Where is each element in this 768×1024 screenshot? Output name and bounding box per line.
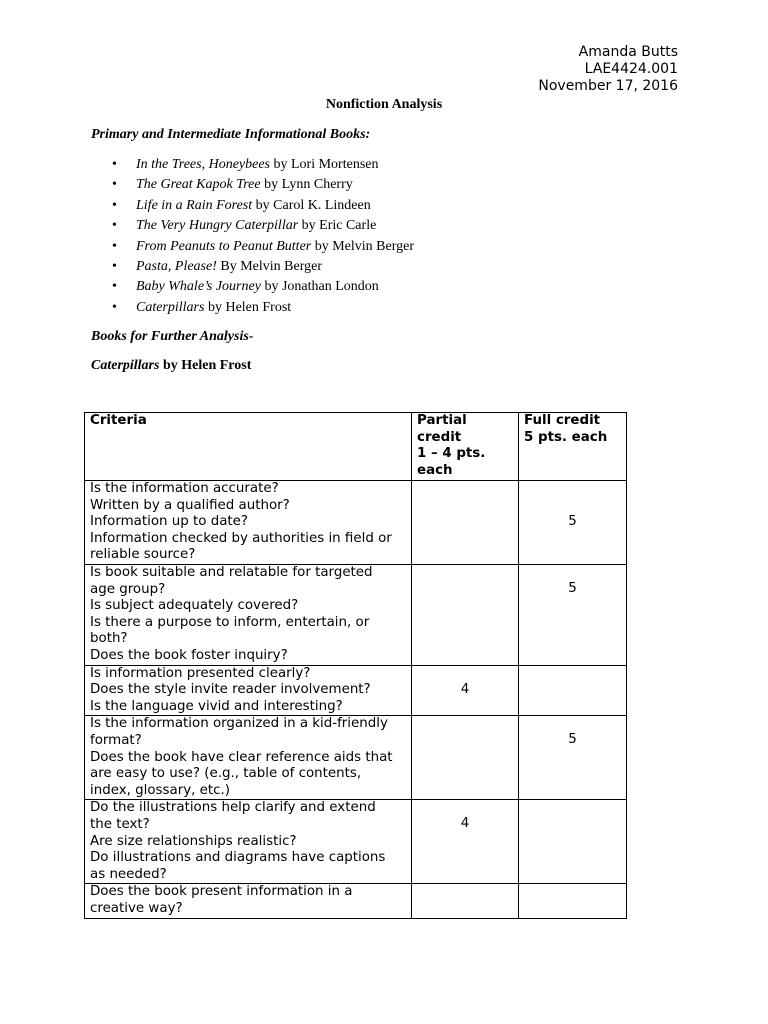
bullet-icon: • [112, 157, 117, 172]
table-row [85, 565, 627, 666]
criteria-line: as needed? [90, 866, 167, 882]
book-author: by Lynn Cherry [260, 177, 353, 193]
book-author: by Helen Frost [204, 299, 292, 315]
partial-score-cell: 4 [412, 800, 519, 884]
section-heading: Primary and Intermediate Informational Books: [91, 127, 371, 142]
criteria-line: Is book suitable and relatable for targeted [90, 565, 373, 580]
criteria-line: Does the book present information in a [90, 884, 353, 900]
book-title: Caterpillars [136, 299, 205, 315]
criteria-line: are easy to use? (e.g., table of contents, [90, 766, 362, 782]
criteria-line: Do illustrations and diagrams have captions [90, 850, 386, 866]
book-title: Life in a Rain Forest [136, 197, 253, 213]
criteria-line: Is information presented clearly? [90, 665, 311, 681]
book-author: by Carol K. Lindeen [252, 197, 371, 213]
rubric-table [84, 412, 627, 919]
table-row [85, 665, 627, 716]
header-full [519, 413, 627, 481]
table-row [85, 481, 627, 565]
bullet-icon: • [112, 197, 117, 213]
header-partial-line: credit [417, 429, 462, 445]
header-block [538, 44, 678, 95]
header-full-line: Full credit [524, 413, 601, 428]
list-item [112, 277, 414, 297]
bullet-icon: • [112, 218, 117, 234]
bullet-icon: • [112, 238, 117, 254]
header-criteria-label: Criteria [90, 413, 147, 428]
partial-score-cell [412, 481, 519, 565]
book-list [112, 155, 414, 318]
criteria-line: Are size relationships realistic? [90, 833, 297, 849]
criteria-line: Is subject adequately covered? [90, 598, 299, 614]
criteria-cell [85, 665, 412, 716]
criteria-cell [85, 716, 412, 800]
criteria-line: format? [90, 732, 142, 748]
criteria-line: Is there a purpose to inform, entertain, or [90, 614, 370, 630]
criteria-line: creative way? [90, 900, 183, 916]
criteria-line: both? [90, 631, 128, 647]
criteria-line: Information up to date? [90, 514, 249, 530]
list-item [112, 298, 414, 318]
list-item [112, 216, 414, 236]
criteria-line: Is the information accurate? [90, 481, 279, 496]
criteria-line: Written by a qualified author? [90, 497, 290, 513]
book-title: Pasta, Please! [136, 258, 217, 274]
criteria-cell [85, 800, 412, 884]
full-score-cell [519, 884, 627, 918]
book-title: In the Trees, Honeybees [136, 157, 270, 172]
list-item [112, 196, 414, 216]
analysis-book-heading [91, 358, 251, 374]
header-partial-line: Partial [417, 413, 467, 428]
book-title: From Peanuts to Peanut Butter [136, 238, 312, 254]
bullet-icon: • [112, 258, 117, 274]
full-score-cell [519, 800, 627, 884]
analysis-book-title: Caterpillars [91, 358, 160, 373]
partial-score-cell: 4 [412, 665, 519, 716]
criteria-line: Does the book foster inquiry? [90, 647, 288, 663]
book-title: The Great Kapok Tree [136, 177, 261, 193]
list-item [112, 175, 414, 195]
analysis-book-author: by Helen Frost [159, 358, 252, 373]
book-author: by Melvin Berger [311, 238, 415, 254]
full-score-cell: 5 [519, 565, 627, 666]
book-author: by Lori Mortensen [270, 157, 379, 172]
header-criteria [85, 413, 412, 481]
list-item [112, 237, 414, 257]
criteria-cell [85, 565, 412, 666]
document-date: November 17, 2016 [538, 78, 678, 94]
document-title: Nonfiction Analysis [325, 97, 443, 112]
bullet-icon: • [112, 279, 117, 295]
header-partial [412, 413, 519, 481]
criteria-line: Information checked by authorities in field or [90, 530, 392, 546]
full-score-cell: 5 [519, 716, 627, 800]
bullet-icon: • [112, 177, 117, 193]
course-code: LAE4424.001 [584, 61, 678, 77]
criteria-line: Do the illustrations help clarify and extend [90, 800, 376, 816]
book-title: The Very Hungry Caterpillar [136, 218, 299, 234]
header-full-line: 5 pts. each [524, 429, 608, 445]
further-analysis-heading: Books for Further Analysis- [91, 329, 254, 344]
table-row [85, 884, 627, 918]
table-row [85, 800, 627, 884]
criteria-line: Does the book have clear reference aids that [90, 749, 393, 765]
partial-score-cell [412, 884, 519, 918]
partial-score-cell [412, 565, 519, 666]
criteria-line: index, glossary, etc.) [90, 782, 230, 798]
table-header-row [85, 413, 627, 481]
bullet-icon: • [112, 299, 117, 315]
book-title: Baby Whale’s Journey [136, 279, 261, 295]
criteria-line: Is the language vivid and interesting? [90, 698, 343, 714]
criteria-line: Is the information organized in a kid-friendly [90, 716, 388, 732]
criteria-line: reliable source? [90, 547, 196, 563]
book-author: by Eric Carle [298, 218, 377, 234]
header-partial-line: each [417, 462, 453, 478]
criteria-cell [85, 481, 412, 565]
criteria-line: age group? [90, 581, 166, 597]
criteria-line: Does the style invite reader involvement? [90, 682, 371, 698]
full-score-cell [519, 665, 627, 716]
author-name: Amanda Butts [578, 44, 678, 60]
criteria-cell [85, 884, 412, 918]
book-author: by Jonathan London [260, 279, 379, 295]
partial-score-cell [412, 716, 519, 800]
full-score-cell: 5 [519, 481, 627, 565]
criteria-line: the text? [90, 816, 150, 832]
book-author: By Melvin Berger [216, 258, 322, 274]
list-item [112, 155, 414, 175]
header-partial-line: 1 – 4 pts. [417, 446, 486, 462]
list-item [112, 257, 414, 277]
table-row [85, 716, 627, 800]
